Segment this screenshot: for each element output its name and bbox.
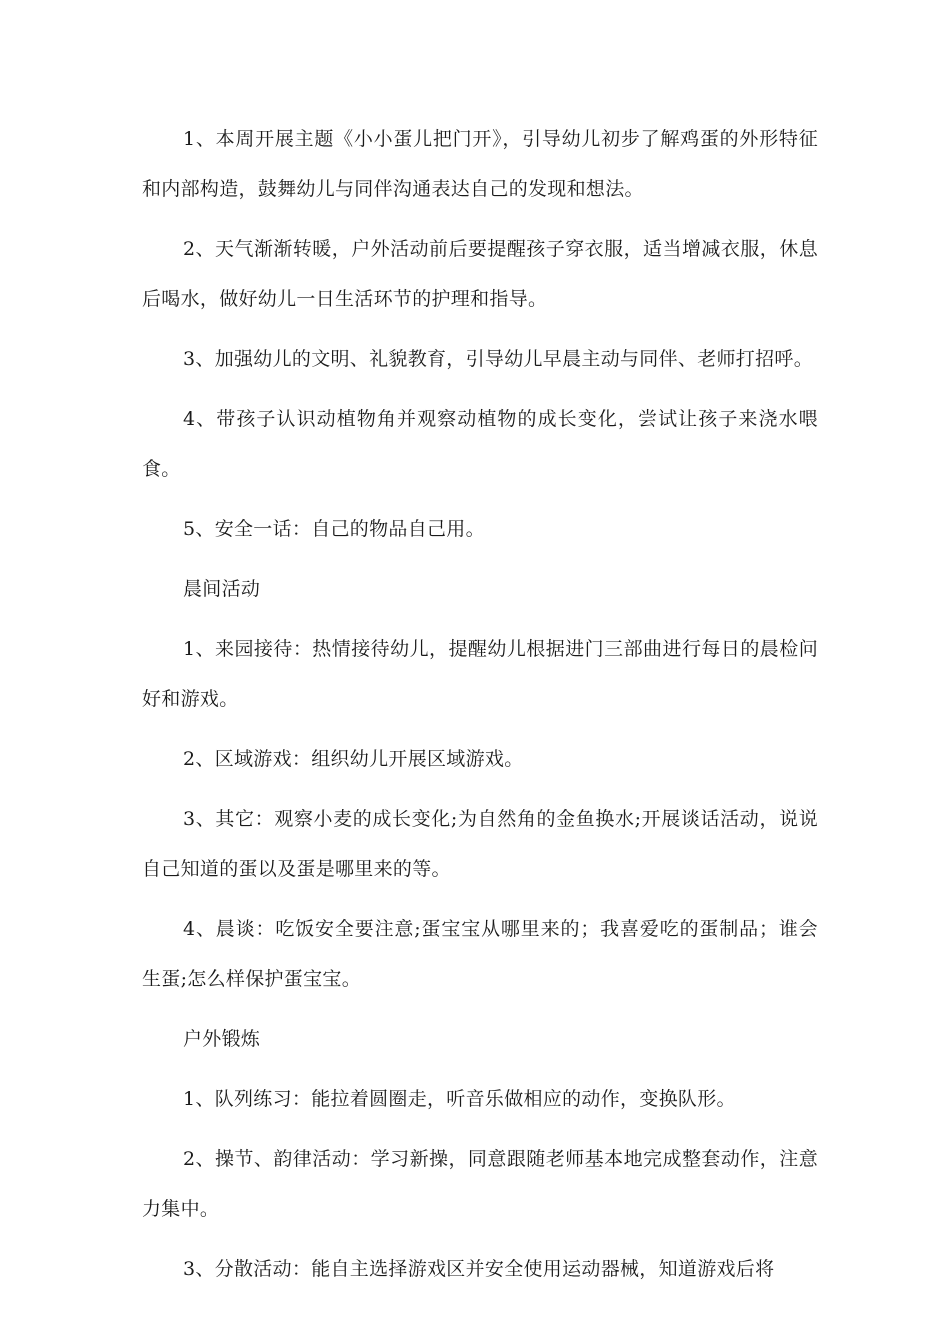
section-heading-morning-activities: 晨间活动 xyxy=(183,578,261,600)
paragraph-8: 2、区域游戏：组织幼儿开展区域游戏。 xyxy=(183,748,524,770)
document-body xyxy=(142,114,818,1304)
paragraph-4: 4、带孩子认识动植物角并观察动植物的成长变化，尝试让孩子来浇水喂食。 xyxy=(142,408,818,480)
paragraph-2: 2、天气渐渐转暖，户外活动前后要提醒孩子穿衣服，适当增减衣服，休息后喝水，做好幼儿一日生活环节的护理和指导。 xyxy=(142,238,818,310)
paragraph-5: 5、安全一话：自己的物品自己用。 xyxy=(183,518,485,540)
paragraph-3: 3、加强幼儿的文明、礼貌教育，引导幼儿早晨主动与同伴、老师打招呼。 xyxy=(183,348,813,370)
paragraph-7: 1、来园接待：热情接待幼儿，提醒幼儿根据进门三部曲进行每日的晨检问好和游戏。 xyxy=(142,638,818,710)
paragraph-1: 1、本周开展主题《小小蛋儿把门开》，引导幼儿初步了解鸡蛋的外形特征和内部构造，鼓舞幼儿与同伴沟通表达自己的发现和想法。 xyxy=(142,128,818,200)
section-heading-outdoor-exercise: 户外锻炼 xyxy=(183,1028,261,1050)
paragraph-12: 1、队列练习：能拉着圆圈走，听音乐做相应的动作，变换队形。 xyxy=(183,1088,736,1110)
paragraph-10: 4、晨谈：吃饭安全要注意;蛋宝宝从哪里来的；我喜爱吃的蛋制品；谁会生蛋;怎么样保护蛋宝宝。 xyxy=(142,918,818,990)
paragraph-14: 3、分散活动：能自主选择游戏区并安全使用运动器械，知道游戏后将 xyxy=(183,1258,775,1280)
paragraph-13: 2、操节、韵律活动：学习新操，同意跟随老师基本地完成整套动作，注意力集中。 xyxy=(142,1148,818,1220)
paragraph-9: 3、其它：观察小麦的成长变化;为自然角的金鱼换水;开展谈话活动，说说自己知道的蛋以及蛋是哪里来的等。 xyxy=(142,808,818,880)
